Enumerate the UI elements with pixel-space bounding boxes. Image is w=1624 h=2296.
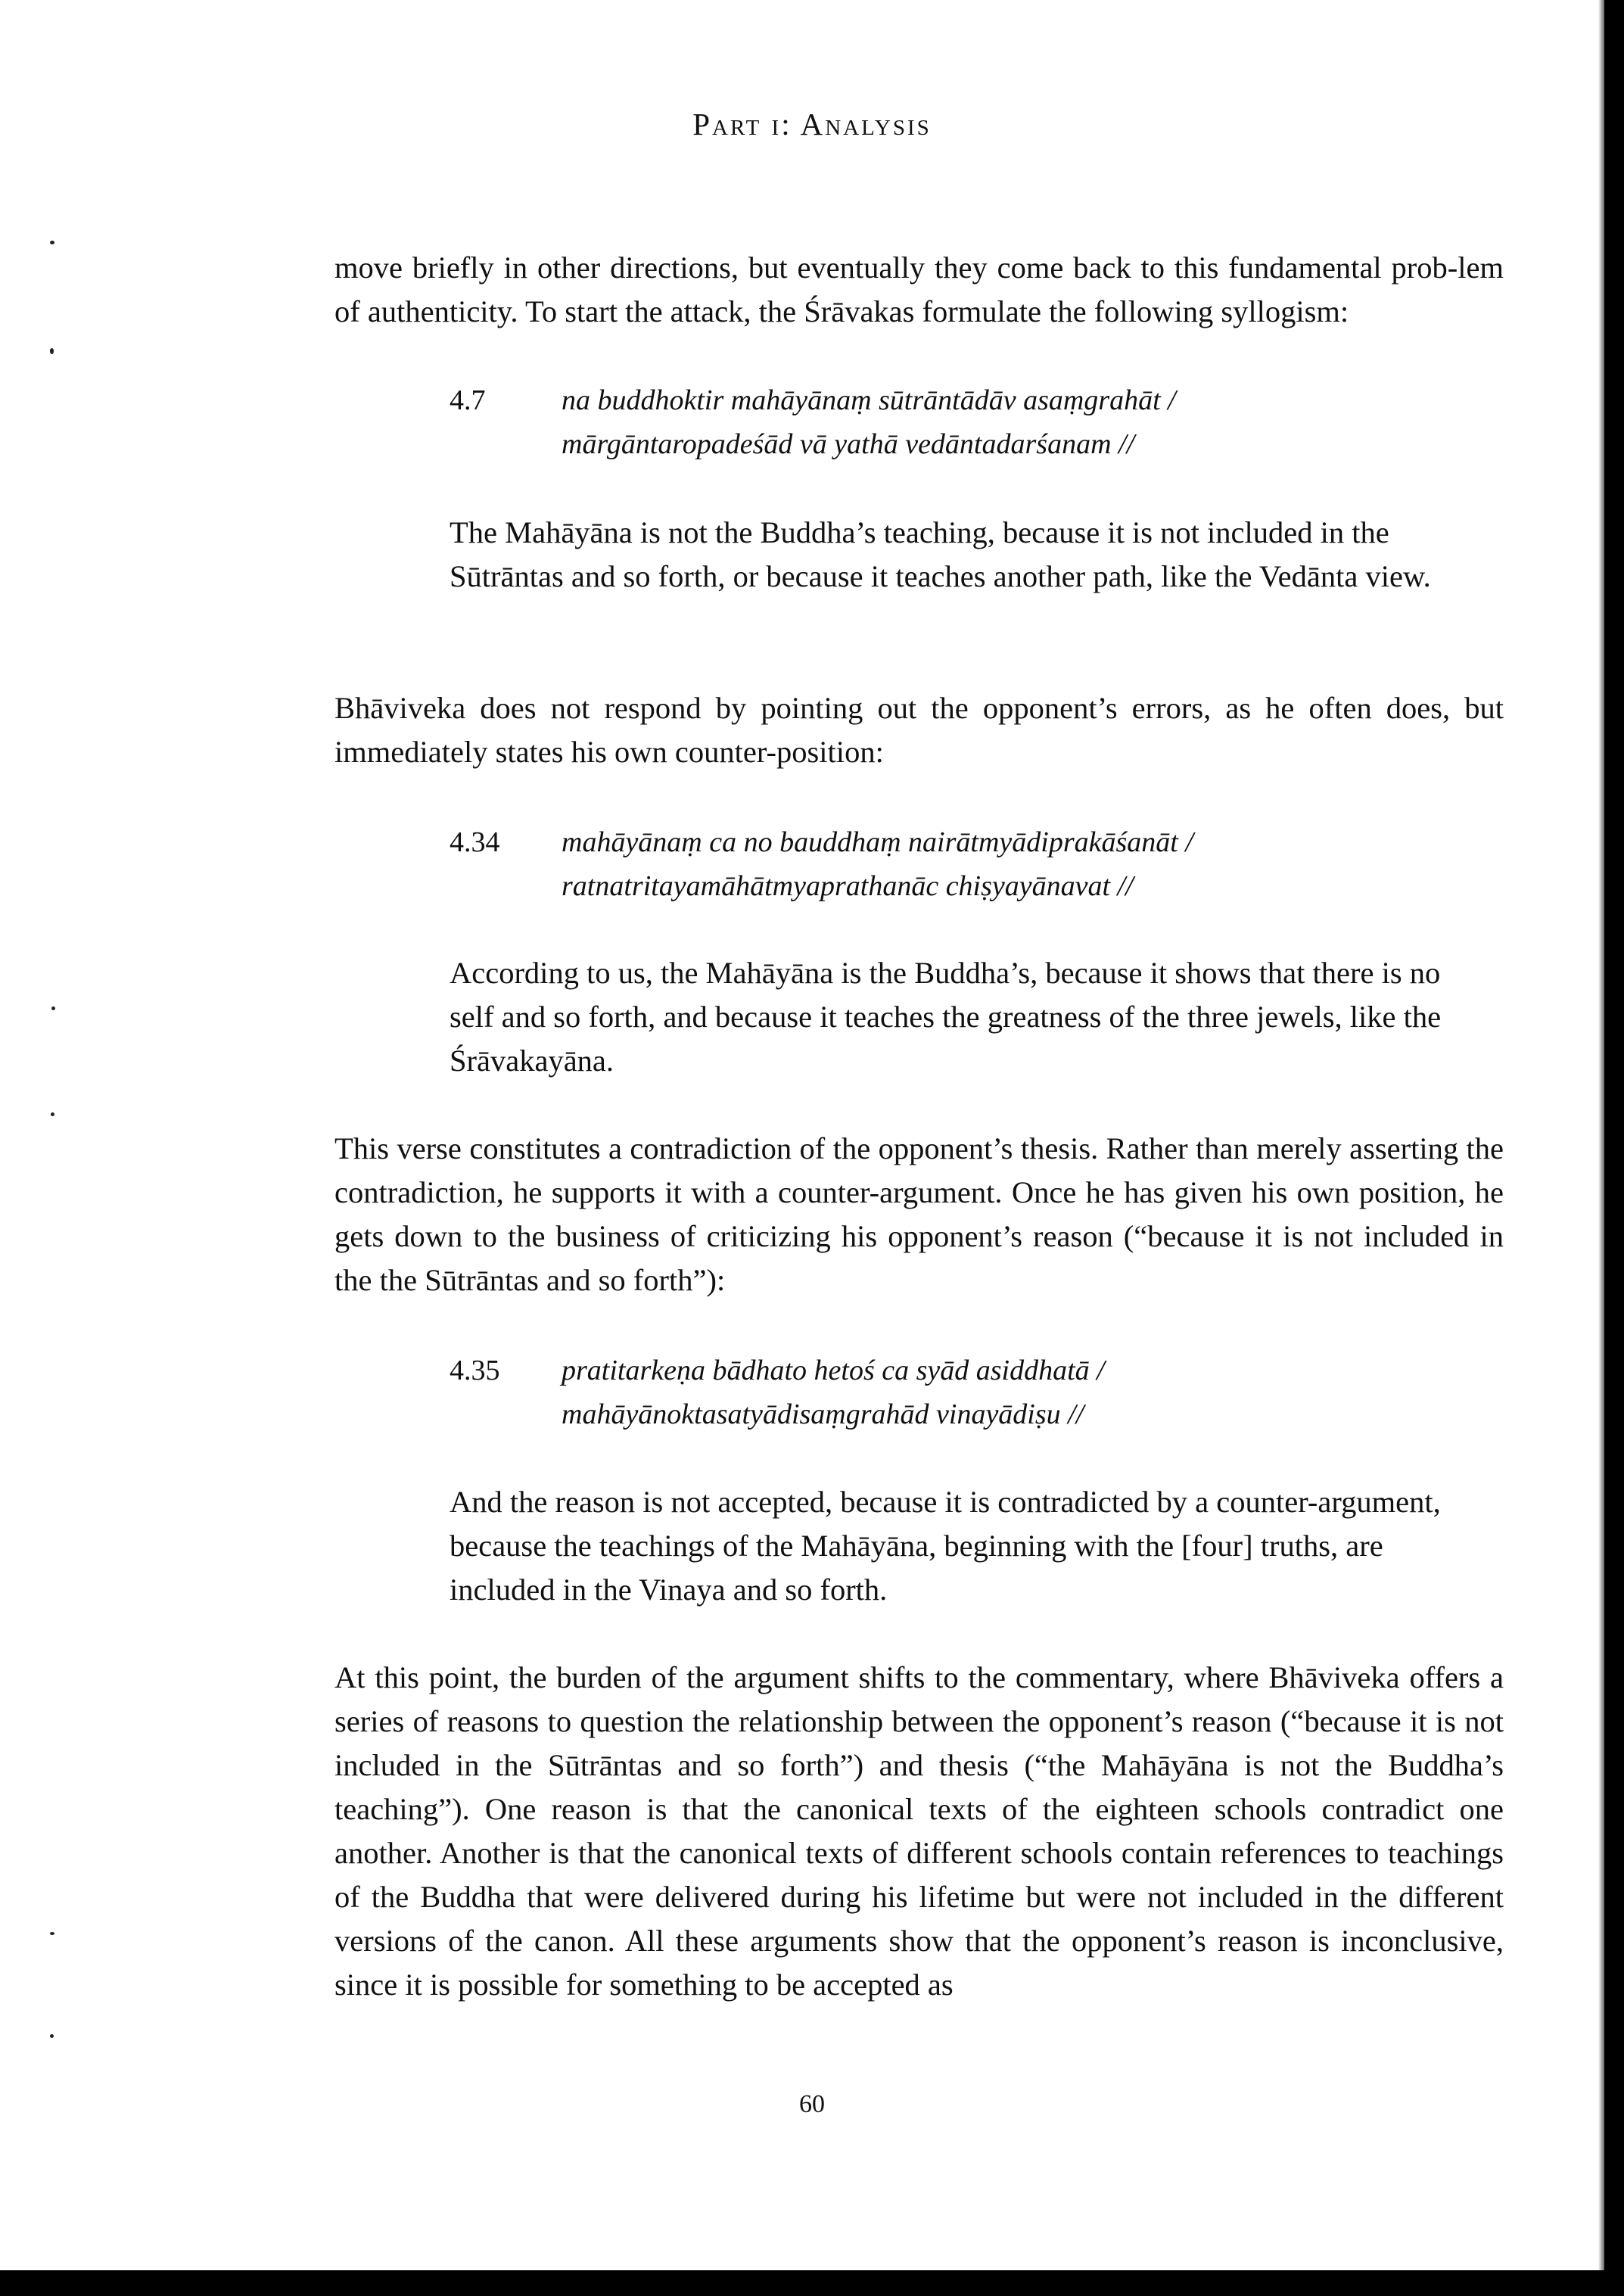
- verse-number: 4.34: [450, 826, 500, 858]
- verse-translation-4-7: The Mahāyāna is not the Buddha’s teaching, because it is not included in the Sūtrāntas and so forth, or because it teaches another path, like the Vedānta view.: [450, 515, 1431, 593]
- scan-edge-right: [1604, 0, 1624, 2296]
- scan-speck: [50, 241, 54, 244]
- page-number: 60: [799, 2090, 825, 2118]
- verse-number: 4.35: [450, 1355, 500, 1386]
- scan-speck: [51, 1112, 54, 1116]
- verse-line-2: mahāyānoktasatyādisaṃgrahād vinayādiṣu //: [562, 1398, 1084, 1430]
- verse-translation-4-35: And the reason is not accepted, because it is contradicted by a counter-argument, because the teachings of the Mahāyāna, beginning with the [four] truths, are included in the Vinaya and so forth.: [450, 1485, 1441, 1607]
- scan-edge-bottom: [0, 2270, 1624, 2296]
- paragraph-4: At this point, the burden of the argument shifts to the commentary, where Bhāviveka offers a series of reasons to question the relationship between the opponent’s reason (“because it is not included in the Sūtrāntas and so forth”) and thesis (“the Mahāyāna is not the Buddha’s teaching”). One reason is that the canonical texts of the eighteen schools contradict one another. Another is that the canonical texts of different schools contain references to teachings of the Buddha that were delivered during his lifetime but were not included in the different versions of the canon. All these arguments show that the opponent’s reason is inconclusive, since it is possible for something to be accepted as: [334, 1660, 1504, 2002]
- verse-sanskrit: [562, 1349, 1105, 1436]
- verse-line-2: ratnatritayamāhātmyaprathanāc chiṣyayānavat //: [562, 870, 1134, 902]
- paragraph-3: This verse constitutes a contradiction of the opponent’s thesis. Rather than merely asserting the contradiction, he supports it with a counter-argument. Once he has given his own position, he gets down to the business of criticizing his opponent’s reason (“because it is not included in the the Sūtrāntas and so forth”):: [334, 1131, 1504, 1297]
- paragraph-1: move briefly in other directions, but eventually they come back to this fundamental prob-lem of authenticity. To start the attack, the Śrāvakas formulate the following syllogism:: [334, 250, 1504, 328]
- verse-line-1: mahāyānaṃ ca no bauddhaṃ nairātmyādiprakāśanāt /: [562, 826, 1193, 858]
- verse-line-1: na buddhoktir mahāyānaṃ sūtrāntādāv asaṃgrahāt /: [562, 384, 1176, 416]
- paragraph-2: Bhāviveka does not respond by pointing out the opponent’s errors, as he often does, but immediately states his own counter-position:: [334, 691, 1504, 769]
- scan-speck: [50, 2034, 54, 2038]
- verse-line-1: pratitarkeṇa bādhato hetoś ca syād asiddhatā /: [562, 1355, 1105, 1386]
- verse-translation-4-34: According to us, the Mahāyāna is the Buddha’s, because it shows that there is no self and so forth, and because it teaches the greatness of the three jewels, like the Śrāvakayāna.: [450, 956, 1442, 1078]
- verse-sanskrit: [562, 378, 1176, 466]
- scan-speck: [51, 1006, 55, 1010]
- verse-line-2: mārgāntaropadeśād vā yathā vedāntadarśanam //: [562, 428, 1135, 460]
- scan-speck: [50, 348, 54, 354]
- verse-sanskrit: [562, 820, 1193, 908]
- verse-number: 4.7: [450, 384, 486, 416]
- running-head: Part i: Analysis: [692, 107, 932, 142]
- scan-speck: [50, 1932, 54, 1935]
